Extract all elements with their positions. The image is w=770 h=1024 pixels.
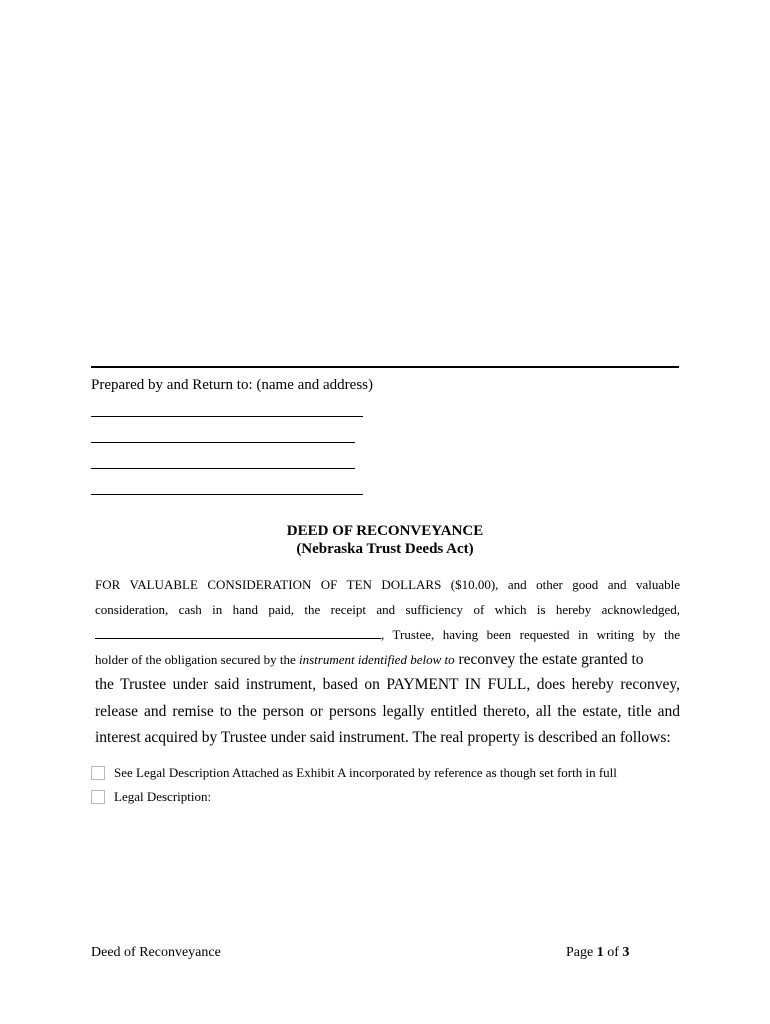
current-page: 1: [596, 945, 604, 960]
instrument-italic: instrument identified below to: [298, 652, 455, 667]
legal-description-option[interactable]: [91, 789, 211, 805]
paragraph-line: FOR VALUABLE CONSIDERATION OF TEN DOLLARS ($10.00), and other good and valuable: [95, 577, 680, 592]
prepared-by-label: Prepared by and Return to: (name and address): [91, 377, 373, 393]
return-address-line-3[interactable]: [91, 468, 355, 469]
exhibit-a-label: See Legal Description Attached as Exhibit A incorporated by reference as though set forth in full: [114, 765, 617, 780]
paragraph-line: [95, 622, 680, 647]
legal-description-checkbox[interactable]: [91, 790, 105, 804]
of-word: of: [603, 945, 623, 960]
trustee-clause: , Trustee, having been requested in writing by the: [381, 627, 680, 642]
exhibit-a-checkbox[interactable]: [91, 766, 105, 780]
reconvey-clause: reconvey the estate granted to: [454, 651, 644, 668]
trustee-name-blank[interactable]: [95, 624, 381, 639]
return-address-line-4[interactable]: [91, 494, 363, 495]
reconveyance-paragraph: [95, 572, 680, 752]
paragraph-line: [95, 647, 680, 672]
exhibit-a-option[interactable]: [91, 765, 617, 781]
return-address-line-1[interactable]: [91, 416, 363, 417]
header-divider: [91, 366, 679, 368]
paragraph-line: the Trustee under said instrument, based on PAYMENT IN FULL, does hereby reconvey,: [95, 676, 680, 693]
footer-document-name: Deed of Reconveyance: [91, 945, 221, 960]
paragraph-line: consideration, cash in hand paid, the receipt and sufficiency of which is hereby acknowledged,: [95, 602, 680, 617]
page-word: Page: [566, 945, 597, 960]
return-address-line-2[interactable]: [91, 442, 355, 443]
document-subtitle: (Nebraska Trust Deeds Act): [296, 541, 474, 557]
legal-description-label: Legal Description:: [114, 789, 212, 804]
paragraph-line: interest acquired by Trustee under said instrument. The real property is described an follows:: [95, 729, 671, 746]
footer-page-number: [566, 945, 629, 961]
holder-clause: holder of the obligation secured by the: [95, 652, 299, 667]
paragraph-line: release and remise to the person or persons legally entitled thereto, all the estate, title and: [95, 702, 680, 720]
total-pages: 3: [622, 945, 630, 960]
document-title: DEED OF RECONVEYANCE: [286, 523, 484, 539]
